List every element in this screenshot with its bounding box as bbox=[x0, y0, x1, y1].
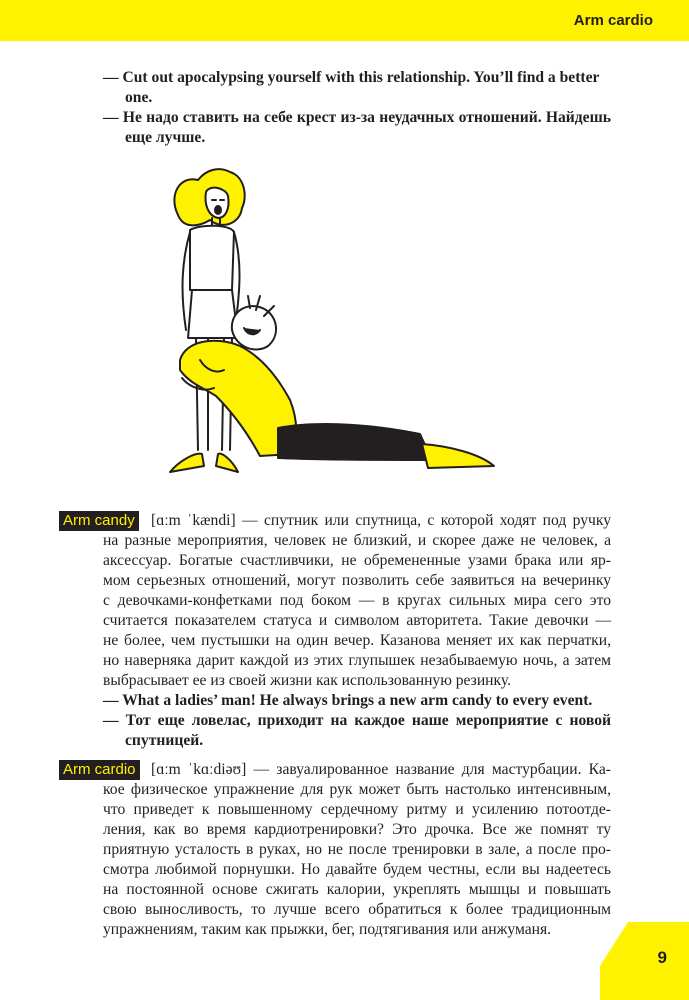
term-arm-candy: Arm candy bbox=[59, 511, 139, 531]
dialog-en-line-1: — Cut out apocalypsing yourself with this relationship. You’ll find a better bbox=[103, 69, 600, 86]
example-ru-line-2: спутницей. bbox=[125, 732, 204, 749]
entry-line: аксессуар. Богатые счастливчики, не обремененные узами брака или яр- bbox=[103, 552, 611, 569]
dialog-en-line-2: one. bbox=[125, 89, 153, 106]
entry-line: считается показателем статуса и символом авторитета. Такие девочки — bbox=[103, 612, 611, 629]
illustration bbox=[160, 160, 510, 480]
entry-line: не более, чем пустышки на один вечер. Казанова меняет их как перчатки, bbox=[103, 632, 611, 649]
entry-line: кое физическое упражнение для рук может быть настолько интенсивным, bbox=[103, 781, 611, 798]
entry-line: но наверняка дарит каждой из этих глупышек незабываемую ночь, а затем bbox=[103, 652, 611, 669]
entry-line: [ɑːm ˈkændi] — спутник или спутница, с которой ходят под ручку bbox=[151, 512, 611, 529]
entry-line: [ɑːm ˈkɑːdiəʊ] — завуалированное название для мастурбации. Ка- bbox=[151, 761, 611, 778]
header-band bbox=[0, 0, 689, 41]
running-title: Arm cardio bbox=[573, 12, 653, 29]
entry-line: свою выносливость, то лучше всего обратиться к более традиционным bbox=[103, 901, 611, 918]
entry-line: приятную усталость в руках, но не после тренировки в зале, а после про- bbox=[103, 841, 611, 858]
entry-line: мом серьезных отношений, могут позволить себе заявиться на вечеринку bbox=[103, 572, 611, 589]
entry-line: на разные мероприятия, человек не близкий, и скорее даже не человек, а bbox=[103, 532, 611, 549]
entry-line: выбрасывает ее из своей жизни как использованную резинку. bbox=[103, 672, 512, 689]
example-ru-line-1: — Тот еще ловелас, приходит на каждое наше мероприятие с новой bbox=[103, 712, 611, 729]
dialog-ru-line-2: еще лучше. bbox=[125, 129, 206, 146]
entry-line: на постоянной основе сжигать калории, укреплять мышцы и повышать bbox=[103, 881, 611, 898]
entry-line: ления, как во время кардиотренировки? Это дрочка. Все же помнят ту bbox=[103, 821, 611, 838]
entry-line: упражнениям, таким как прыжки, бег, подтягивания или анжуманя. bbox=[103, 921, 552, 938]
entry-line: смотра любимой порнушки. Но давайте будем честны, если вы надеетесь bbox=[103, 861, 611, 878]
entry-line: что приведет к повышенному сердечному ритму и усилению потоотде- bbox=[103, 801, 611, 818]
entry-line: с девочками-конфетками под боком — в кругах сильных мира сего это bbox=[103, 592, 611, 609]
term-arm-cardio: Arm cardio bbox=[59, 760, 140, 780]
example-en: — What a ladies’ man! He always brings a new arm candy to every event. bbox=[103, 692, 593, 709]
page-number-tab bbox=[600, 922, 689, 1000]
dialog-ru-line-1: — Не надо ставить на себе крест из-за неудачных отношений. Найдешь bbox=[103, 109, 611, 126]
page-number: 9 bbox=[657, 948, 667, 967]
